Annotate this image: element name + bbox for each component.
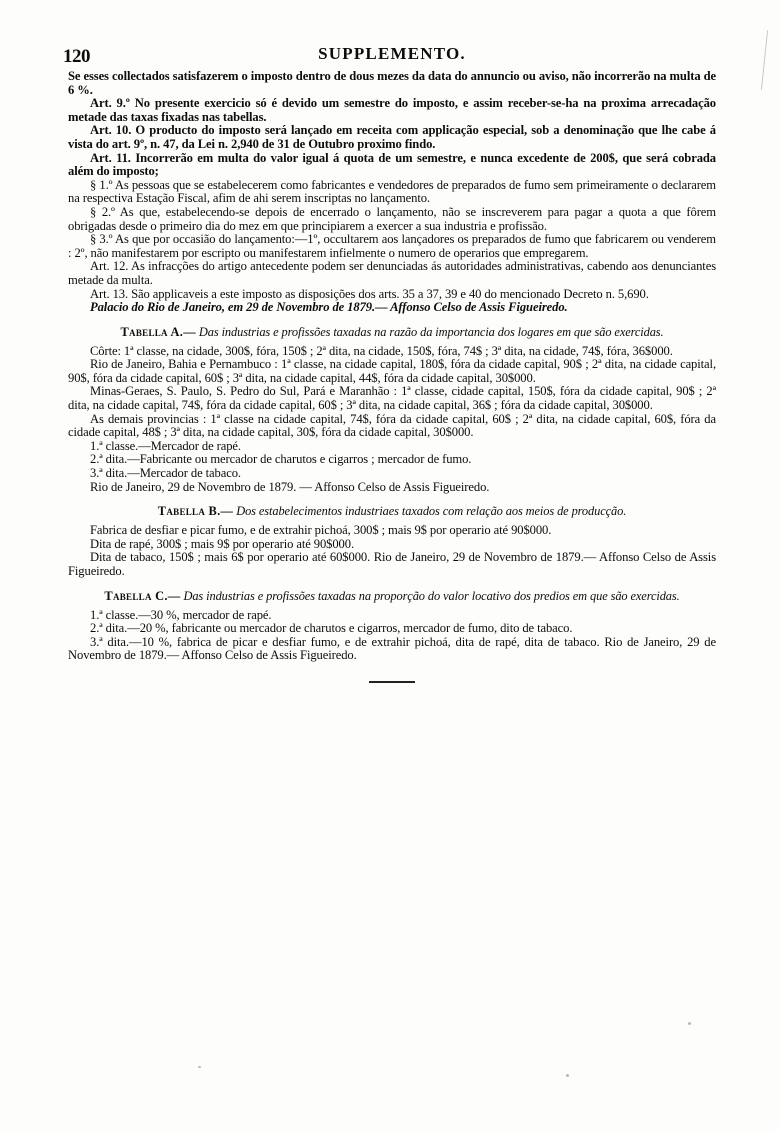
paragraph: § 1.º As pessoas que se estabelecerem como fabricantes e vendedores de preparados de fumo sem primeiramente o declararem na respectiva Estação Fiscal, afim de ahi serem inscriptas no lançamento. bbox=[68, 177, 716, 206]
running-head: SUPPLEMENTO. bbox=[318, 44, 466, 63]
tabella-c-item: 3.ª dita.—10 %, fabrica de picar e desfiar fumo, e de extrahir pichoá, dita de rapé, dita de tabaco. Rio de Janeiro, 29 de Novembro de 1879.— Affonso Celso de Assis Figueiredo. bbox=[68, 634, 716, 663]
tabella-a-item: 2.ª dita.—Fabricante ou mercador de charutos e cigarros ; mercador de fumo. bbox=[90, 452, 472, 467]
tabella-c-title: Das industrias e profissões taxadas na proporção do valor locativo dos predios em que são exercidas. bbox=[183, 588, 680, 603]
tabella-b-label: Tabella B.— bbox=[157, 504, 234, 519]
tabella-a-label: Tabella A.— bbox=[120, 324, 196, 339]
tabella-a-item: Rio de Janeiro, Bahia e Pernambuco : 1ª classe, na cidade capital, 180$, fóra da cidade capital, 90$ ; 2ª dita, na cidade capital, 90$, fóra da cidade capital, 60$ ; 3ª dita, na cidade capital, 44$, fóra da cidade capital, 30$000. bbox=[68, 357, 716, 385]
paragraph: Art. 13. São applicaveis a este imposto as disposições dos arts. 35 a 37, 39 e 40 do mencionado Decreto n. 5,690. bbox=[90, 286, 649, 301]
tabella-a-title: Das industrias e profissões taxadas na razão da importancia dos logares em que são exercidas. bbox=[198, 324, 664, 339]
tabella-c-heading bbox=[68, 589, 716, 603]
paper-speck bbox=[198, 1066, 201, 1068]
tabella-a-item: Rio de Janeiro, 29 de Novembro de 1879. — Affonso Celso de Assis Figueiredo. bbox=[90, 479, 490, 494]
paragraph: Art. 12. As infracções do artigo antecedente podem ser denunciadas ás autoridades administrativas, cabendo aos denunciantes metade da multa. bbox=[68, 259, 716, 287]
paragraph: § 2.º As que, estabelecendo-se depois de encerrado o lançamento, não se inscreverem para pagar a quota a que fôrem obrigadas desde o primeiro dia do mez em que principiarem a exercer a sua industria e profissão. bbox=[68, 204, 716, 233]
tabella-c-label: Tabella C.— bbox=[104, 588, 181, 603]
tabella-b-item: Dita de tabaco, 150$ ; mais 6$ por operario até 60$000. Rio de Janeiro, 29 de Novembro de 1879.— Affonso Celso de Assis Figueiredo. bbox=[68, 550, 716, 578]
tabella-b-body bbox=[68, 524, 716, 578]
tabella-c-body bbox=[68, 609, 716, 663]
paper-speck bbox=[688, 1022, 691, 1025]
tabella-a-item: 3.ª dita.—Mercador de tabaco. bbox=[90, 466, 241, 481]
paragraph: Se esses collectados satisfazerem o imposto dentro de dous mezes da data do annuncio ou aviso, não incorrerão na multa de 6 %. bbox=[68, 69, 716, 97]
folio-number: 120 bbox=[63, 46, 90, 67]
paragraph: Art. 11. Incorrerão em multa do valor igual á quota de um semestre, e nunca excedente de 200$, que será cobrada além do imposto; bbox=[68, 150, 716, 179]
main-body bbox=[68, 70, 716, 683]
signature-paragraph: Palacio do Rio de Janeiro, em 29 de Novembro de 1879.— Affonso Celso de Assis Figueiredo. bbox=[90, 300, 568, 315]
tabella-b-title: Dos estabelecimentos industriaes taxados com relação aos meios de producção. bbox=[236, 504, 627, 519]
tabella-a-heading bbox=[68, 325, 716, 339]
tabella-b-item: Dita de rapé, 300$ ; mais 9$ por operario até 90$000. bbox=[90, 536, 354, 551]
paragraph: Art. 9.º No presente exercicio só é devido um semestre do imposto, e assim receber-se-ha na proxima arrecadação metade das taxas fixadas nas tabellas. bbox=[68, 96, 716, 124]
page-edge-mark bbox=[761, 30, 768, 90]
tabella-b-heading bbox=[68, 504, 716, 518]
tabella-c-item: 2.ª dita.—20 %, fabricante ou mercador de charutos e cigarros, mercador de fumo, dito de tabaco. bbox=[90, 621, 573, 636]
paragraph: Art. 10. O producto do imposto será lançado em receita com applicação especial, sob a denominação que lhe cabe á vista do art. 9º, n. 47, da Lei n. 2,940 de 31 de Outubro proximo findo. bbox=[68, 123, 716, 151]
paragraph: § 3.º As que por occasião do lançamento:—1º, occultarem aos lançadores os preparados de fumo que fabricarem ou venderem : 2º, não manifestarem por escripto ou manifestarem infielmente o numero de operarios que empregarem. bbox=[68, 232, 716, 260]
page-content bbox=[63, 44, 716, 683]
paper-speck bbox=[566, 1074, 569, 1077]
tabella-a-item: As demais provincias : 1ª classe na cidade capital, 74$, fóra da cidade capital, 60$ ; 2ª dita, na cidade capital, 60$, fóra da cidade capital, 48$ ; 3ª dita, na cidade capital, 30$, fóra da cidade capital, 30$000. bbox=[68, 411, 716, 440]
tabella-c-item: 1.ª classe.—30 %, mercador de rapé. bbox=[90, 607, 272, 622]
tabella-a-item: Côrte: 1ª classe, na cidade, 300$, fóra, 150$ ; 2ª dita, na cidade, 150$, fóra, 74$ ; 3ª dita, na cidade, 74$, fóra, 36$000. bbox=[90, 343, 673, 358]
tabella-a-body bbox=[68, 345, 716, 495]
tabella-b-item: Fabrica de desfiar e picar fumo, e de extrahir pichoá, 300$ ; mais 9$ por operario até 90$000. bbox=[90, 523, 552, 538]
tabella-a-item: 1.ª classe.—Mercador de rapé. bbox=[90, 438, 241, 453]
section-divider-rule bbox=[369, 681, 415, 683]
tabella-a-item: Minas-Geraes, S. Paulo, S. Pedro do Sul, Pará e Maranhão : 1ª classe, cidade capital, 150$, fóra da cidade capital, 90$ ; 2ª dita, na cidade capital, 74$, fóra da cidade capital, 60$ ; 3ª dita, na cidade capital, 36$ ; fóra da cidade capital, 30$000. bbox=[68, 384, 716, 413]
page-header bbox=[63, 44, 716, 70]
